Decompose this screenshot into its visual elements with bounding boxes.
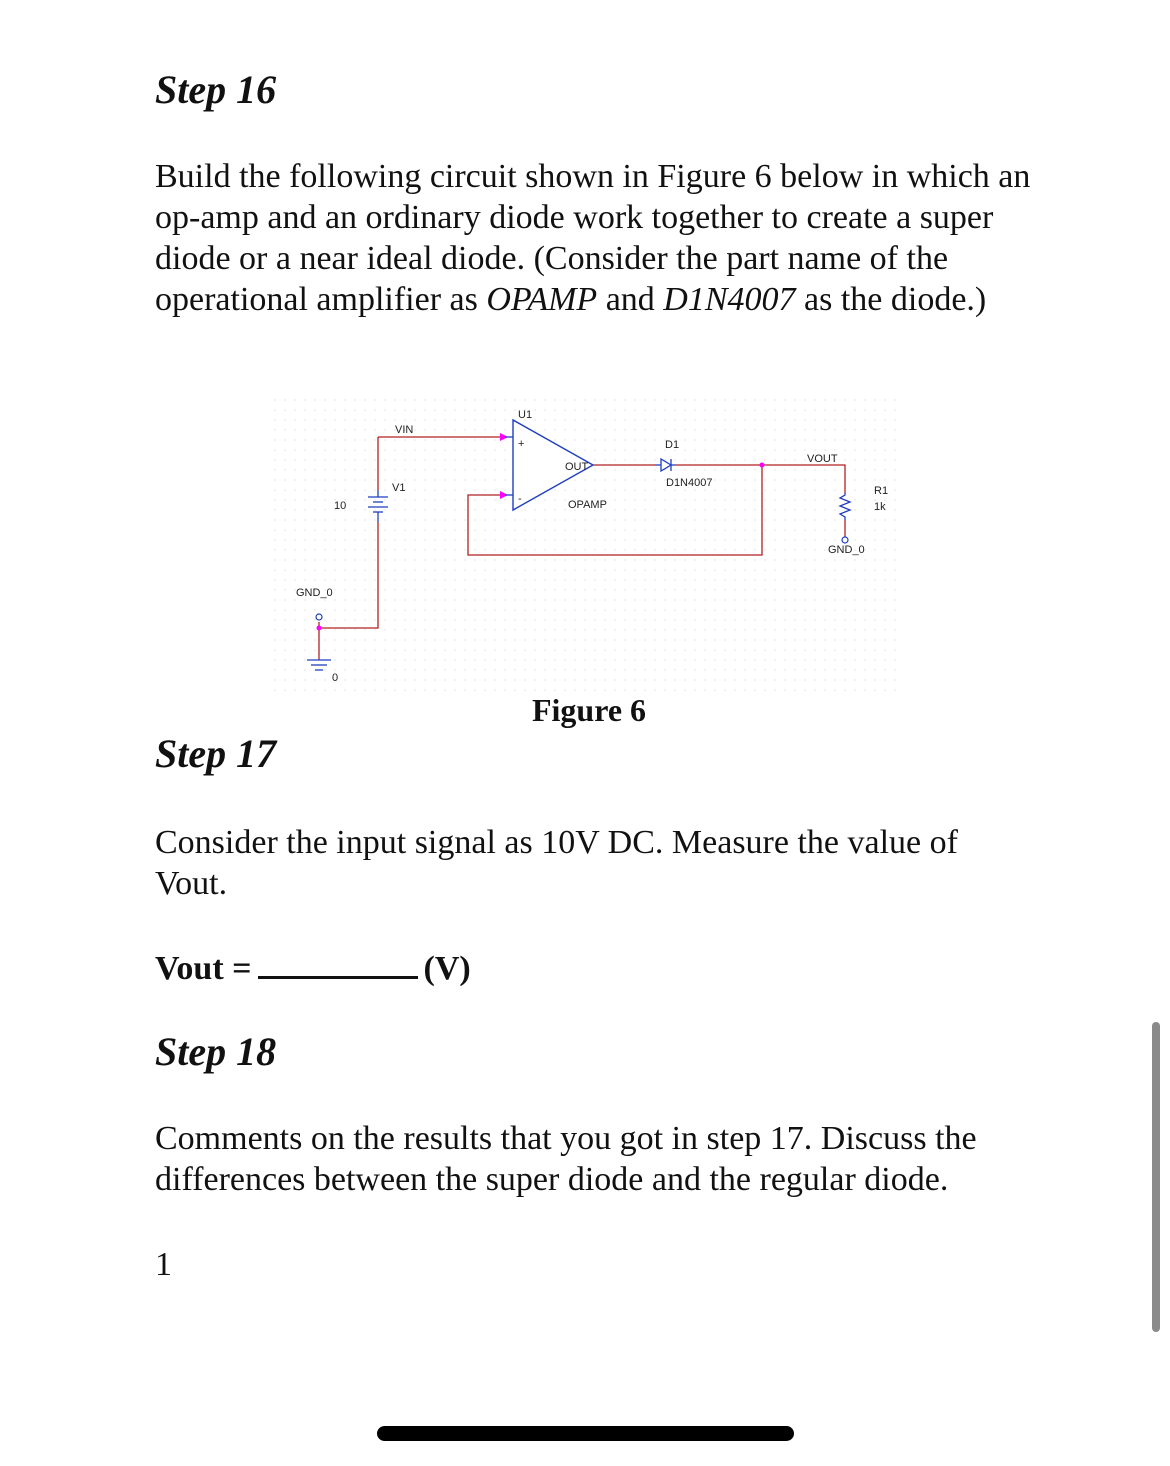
scrollbar[interactable] xyxy=(1152,1022,1160,1332)
label-opamp: OPAMP xyxy=(568,499,607,511)
step-17-heading: Step 17 xyxy=(155,731,277,776)
step-16-instructions: Build the following circuit shown in Figure 6 below in which an op-amp and an ordinary diode work together to create a super diode or a near ideal diode. (Consider the part name of the operational amplifier as OPAMP and D1N4007 as the diode.) xyxy=(155,158,1031,318)
home-indicator[interactable] xyxy=(377,1426,794,1441)
gnd-left-terminal xyxy=(316,614,322,620)
vout-answer-blank[interactable] xyxy=(258,948,418,979)
gnd-right-terminal xyxy=(842,537,848,543)
step-18-answer: 1 xyxy=(155,1246,172,1283)
label-vout: VOUT xyxy=(807,453,838,465)
vout-label: Vout = xyxy=(155,950,252,987)
step-17-instructions: Consider the input signal as 10V DC. Measure the value of Vout. xyxy=(155,824,958,902)
label-d1n4007: D1N4007 xyxy=(666,477,713,489)
circuit-schematic xyxy=(270,395,900,695)
label-minus: - xyxy=(518,493,522,505)
label-vin: VIN xyxy=(395,424,414,436)
junction-dot-vout xyxy=(760,463,765,468)
label-r1: R1 xyxy=(874,485,889,497)
label-out: OUT xyxy=(565,461,589,473)
label-v1: V1 xyxy=(392,482,406,494)
label-ground-zero: 0 xyxy=(332,672,339,684)
label-gnd-left: GND_0 xyxy=(296,587,333,599)
junction-dot-gnd xyxy=(317,626,322,631)
label-d1: D1 xyxy=(665,439,680,451)
vout-answer-line xyxy=(155,948,471,989)
label-plus: + xyxy=(518,438,525,450)
vout-unit: (V) xyxy=(423,950,471,987)
label-source-value: 10 xyxy=(334,500,347,512)
figure-caption: Figure 6 xyxy=(531,692,647,728)
step-18-heading: Step 18 xyxy=(155,1029,277,1074)
step-18-instructions: Comments on the results that you got in step 17. Discuss the differences between the super diode and the regular diode. xyxy=(155,1120,977,1198)
label-gnd-right: GND_0 xyxy=(828,544,865,556)
label-u1: U1 xyxy=(518,409,533,421)
step-16-heading: Step 16 xyxy=(155,67,277,112)
schematic-grid xyxy=(270,395,900,695)
label-r1-value: 1k xyxy=(874,501,886,513)
